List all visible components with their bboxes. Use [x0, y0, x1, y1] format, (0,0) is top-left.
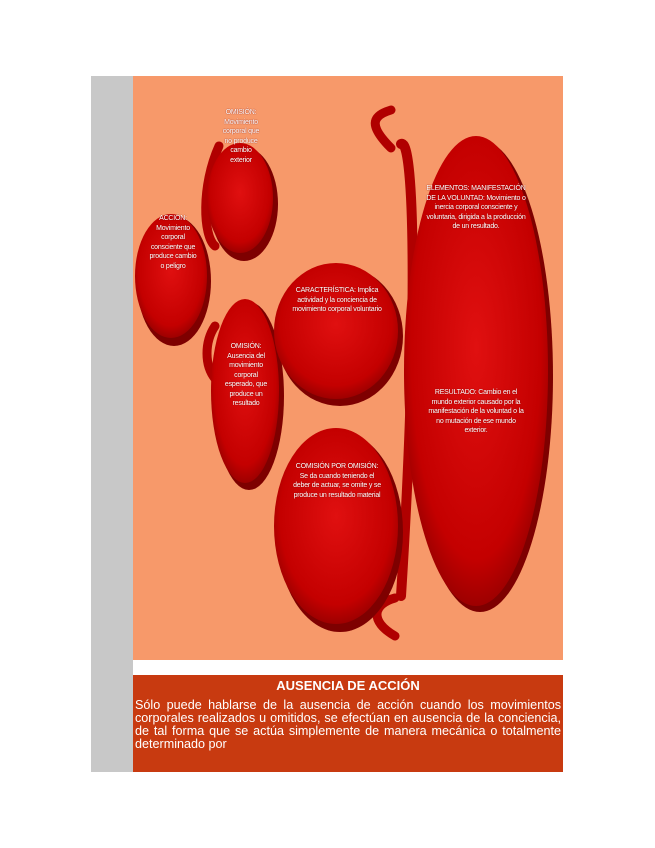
text-elementos: ELEMENTOS: MANIFESTACIÓN DE LA VOLUNTAD: Movimiento o inercia corporal consciente y voluntaria, dirigida a la producción de un resultado.	[426, 185, 526, 230]
text-accion: ACCIÓN: Movimiento corporal consciente que produce cambio o peligro	[149, 215, 197, 270]
section-heading: AUSENCIA DE ACCIÓN	[276, 678, 420, 693]
text-omision-impropia: OMISIÓN: Ausencia del movimiento corporal esperado, que produce un resultado	[224, 343, 268, 407]
text-omision-propia: OMISIÓN: Movimiento corporal que no produce cambio exterior	[222, 109, 260, 164]
ausencia-section	[133, 675, 563, 772]
section-body: Sólo puede hablarse de la ausencia de acción cuando los movimientos corporales realizados u omitidos, se efectúan en ausencia de la conciencia, de tal forma que se actúa simplemente de manera mecánica o totalmente determinado por	[135, 698, 561, 751]
arrow-top	[375, 110, 391, 148]
text-comision-por-omision: COMISIÓN POR OMISIÓN: Se da cuando teniendo el deber de actuar, se omite y se produce un resultado material	[293, 463, 381, 499]
divider-gap	[133, 660, 563, 675]
text-resultado: RESULTADO: Cambio en el mundo exterior causado por la manifestación de la voluntad o la no mutación de ese mundo exterior.	[428, 389, 524, 434]
concept-diagram	[133, 76, 563, 660]
bubble-caracteristica	[274, 263, 398, 399]
text-caracteristica: CARACTERÍSTICA: Implica actividad y la conciencia de movimiento corporal voluntario	[292, 287, 382, 313]
left-margin-bar	[91, 76, 133, 772]
bubble-comision	[274, 428, 398, 624]
